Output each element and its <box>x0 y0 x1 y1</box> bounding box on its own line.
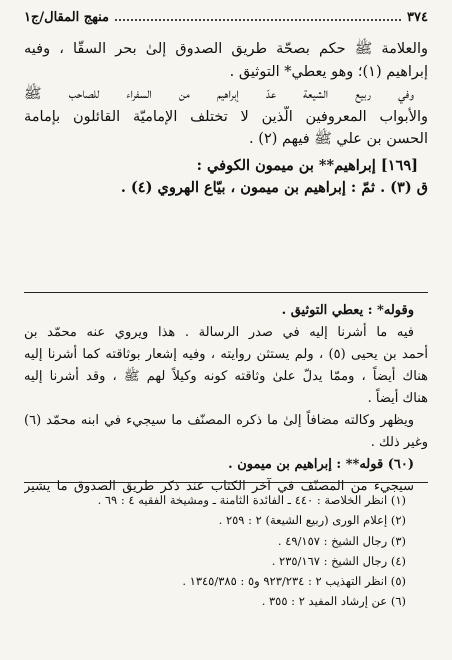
entry-heading: [١٦٩] إبراهيم** بن ميمون الكوفي : <box>196 156 418 174</box>
running-title: منهج المقال/ج١ <box>24 9 109 25</box>
page-number: ٣٧٤ <box>407 9 428 25</box>
main-text <box>24 38 428 200</box>
footnote: (٦) عن إرشاد المفيد ٢ : ٣٥٥ . <box>261 594 406 609</box>
commentary-line: فيه ما أشرنا إليه في صدر الرسالة . هذا ويروي عنه محمّد بن <box>24 325 414 340</box>
commentary-heading: (٦٠) قوله** : إبراهيم بن ميمون . <box>228 457 414 472</box>
footnote: (٤) رجال الشيخ : ٢٣٥/١٦٧ . <box>271 553 406 568</box>
main-line: الحسن بن علي ﷺ فيهم (٢) . <box>249 131 428 147</box>
footnotes <box>24 490 428 612</box>
page-header <box>24 6 428 28</box>
footnote-divider <box>24 482 428 483</box>
main-line: إبراهيم (١)؛ وهو يعطي* التوثيق . <box>229 63 428 80</box>
main-line: والعلامة ﷺ حكم بصحّة طريق الصدوق إلىٰ بحر السقّا ، وفيه <box>24 41 428 57</box>
footnote: (٢) إعلام الورى (ربيع الشيعة) ٢ : ٢٥٩ . <box>218 513 406 528</box>
header-dotted-leader <box>115 19 401 21</box>
main-line: وفي ربيع الشيعة عدّ إبراهيم من السفراء للصاحب ﷺ <box>24 86 414 102</box>
footnote: (٣) رجال الشيخ : ٤٩/١٥٧ . <box>277 533 406 548</box>
commentary-text <box>24 300 428 498</box>
commentary-line: أحمد بن يحيى (٥) ، ولم يستثن روايته ، وفيه إشعار بوثاقته كما أشرنا إليه <box>24 347 428 362</box>
entry-line: ق (٣) . ثمّ : إبراهيم بن ميمون ، بيّاع الهروي (٤) . <box>120 179 428 196</box>
commentary-line: سيجيء من المصنّف في آخر الكتاب عند ذكر طريق الصدوق ما يشير <box>24 479 414 494</box>
footnote: (١) انظر الخلاصة : ٤٤٠ ـ الفائدة الثامنة ـ ومشيخة الفقيه ٤ : ٦٩ . <box>97 493 406 507</box>
main-line: والأبواب المعروفين الّذين لا تختلف الإماميّة القائلون بإمامة <box>24 108 428 125</box>
commentary-line: وغير ذلك . <box>370 435 428 450</box>
commentary-line: هناك أيضاً . <box>367 391 428 406</box>
footnote: (٥) انظر التهذيب ٢ : ٩٢٣/٢٣٤ و٥ : ١٣٤٥/٣٨٥ . <box>182 574 406 589</box>
commentary-line: ويظهر وكالته مضافاً إلىٰ ما ذكره المصنّف ما سيجيء في ابنه محمّد (٦) <box>24 413 414 428</box>
section-divider <box>24 292 428 293</box>
commentary-line: هناك أيضاً ، وممّا يدلّ علىٰ وثاقته كونه وكيلاً لهم ﷺ ، وقد أشرنا إليه <box>24 369 428 384</box>
commentary-heading: وقوله* : يعطي التوثيق . <box>281 303 414 318</box>
